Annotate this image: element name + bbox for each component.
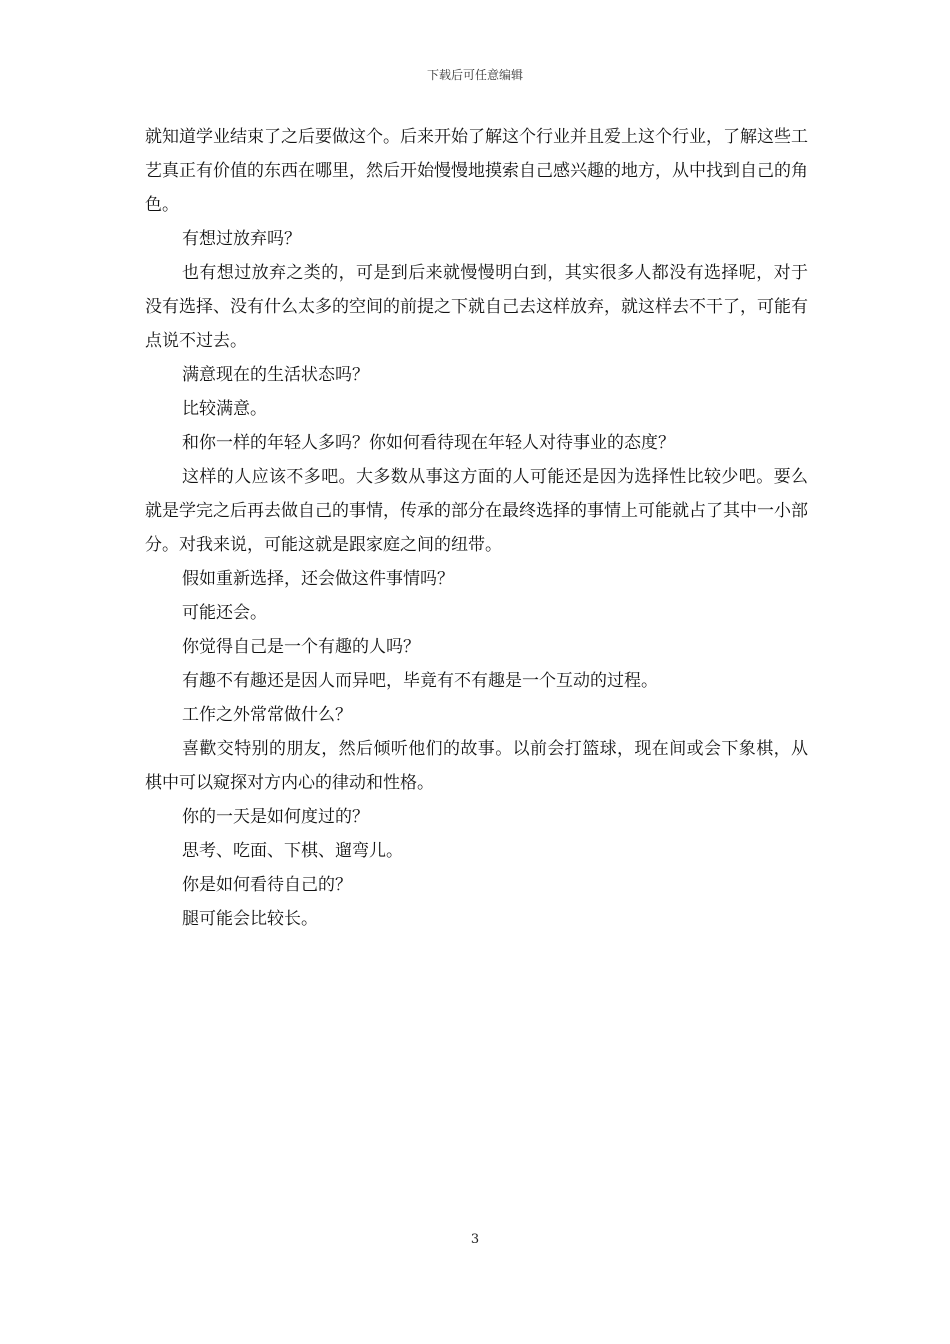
answer-paragraph: 比较满意。: [182, 399, 267, 419]
page-header: 下载后可任意编辑: [426, 68, 523, 82]
answer-paragraph: 有趣不有趣还是因人而异吧，毕竟有不有趣是一个互动的过程。: [182, 671, 658, 691]
question-paragraph: 满意现在的生活状态吗？: [182, 365, 369, 385]
document-body: [145, 120, 808, 936]
answer-paragraph: 也有想过放弃之类的，可是到后来就慢慢明白到，其实很多人都没有选择呢，对于没有选择、没有什么太多的空间的前提之下就自己去这样放弃，就这样去不干了，可能有点说不过去。: [145, 263, 808, 351]
page-number: 3: [470, 1232, 480, 1247]
question-paragraph: 有想过放弃吗？: [182, 229, 301, 249]
question-paragraph: 你的一天是如何度过的？: [182, 807, 369, 827]
question-paragraph: 你是如何看待自己的？: [182, 875, 352, 895]
question-paragraph: 工作之外常常做什么？: [182, 705, 352, 725]
answer-paragraph: 喜歡交特别的朋友，然后倾听他们的故事。以前会打篮球，现在间或会下象棋，从棋中可以窥探对方内心的律动和性格。: [145, 739, 808, 793]
answer-paragraph: 思考、吃面、下棋、遛弯儿。: [182, 841, 403, 861]
answer-paragraph: 腿可能会比较长。: [182, 909, 318, 929]
question-paragraph: 你觉得自己是一个有趣的人吗？: [182, 637, 420, 657]
question-paragraph: 假如重新选择，还会做这件事情吗？: [182, 569, 454, 589]
answer-paragraph: 可能还会。: [182, 603, 267, 623]
paragraph: 就知道学业结束了之后要做这个。后来开始了解这个行业并且爱上这个行业，了解这些工艺真正有价值的东西在哪里，然后开始慢慢地摸索自己感兴趣的地方，从中找到自己的角色。: [145, 127, 808, 215]
answer-paragraph: 这样的人应该不多吧。大多数从事这方面的人可能还是因为选择性比较少吧。要么就是学完之后再去做自己的事情，传承的部分在最终选择的事情上可能就占了其中一小部分。对我来说，可能这就是跟家庭之间的纽带。: [145, 467, 808, 555]
question-paragraph: 和你一样的年轻人多吗？你如何看待现在年轻人对待事业的态度？: [182, 433, 675, 453]
